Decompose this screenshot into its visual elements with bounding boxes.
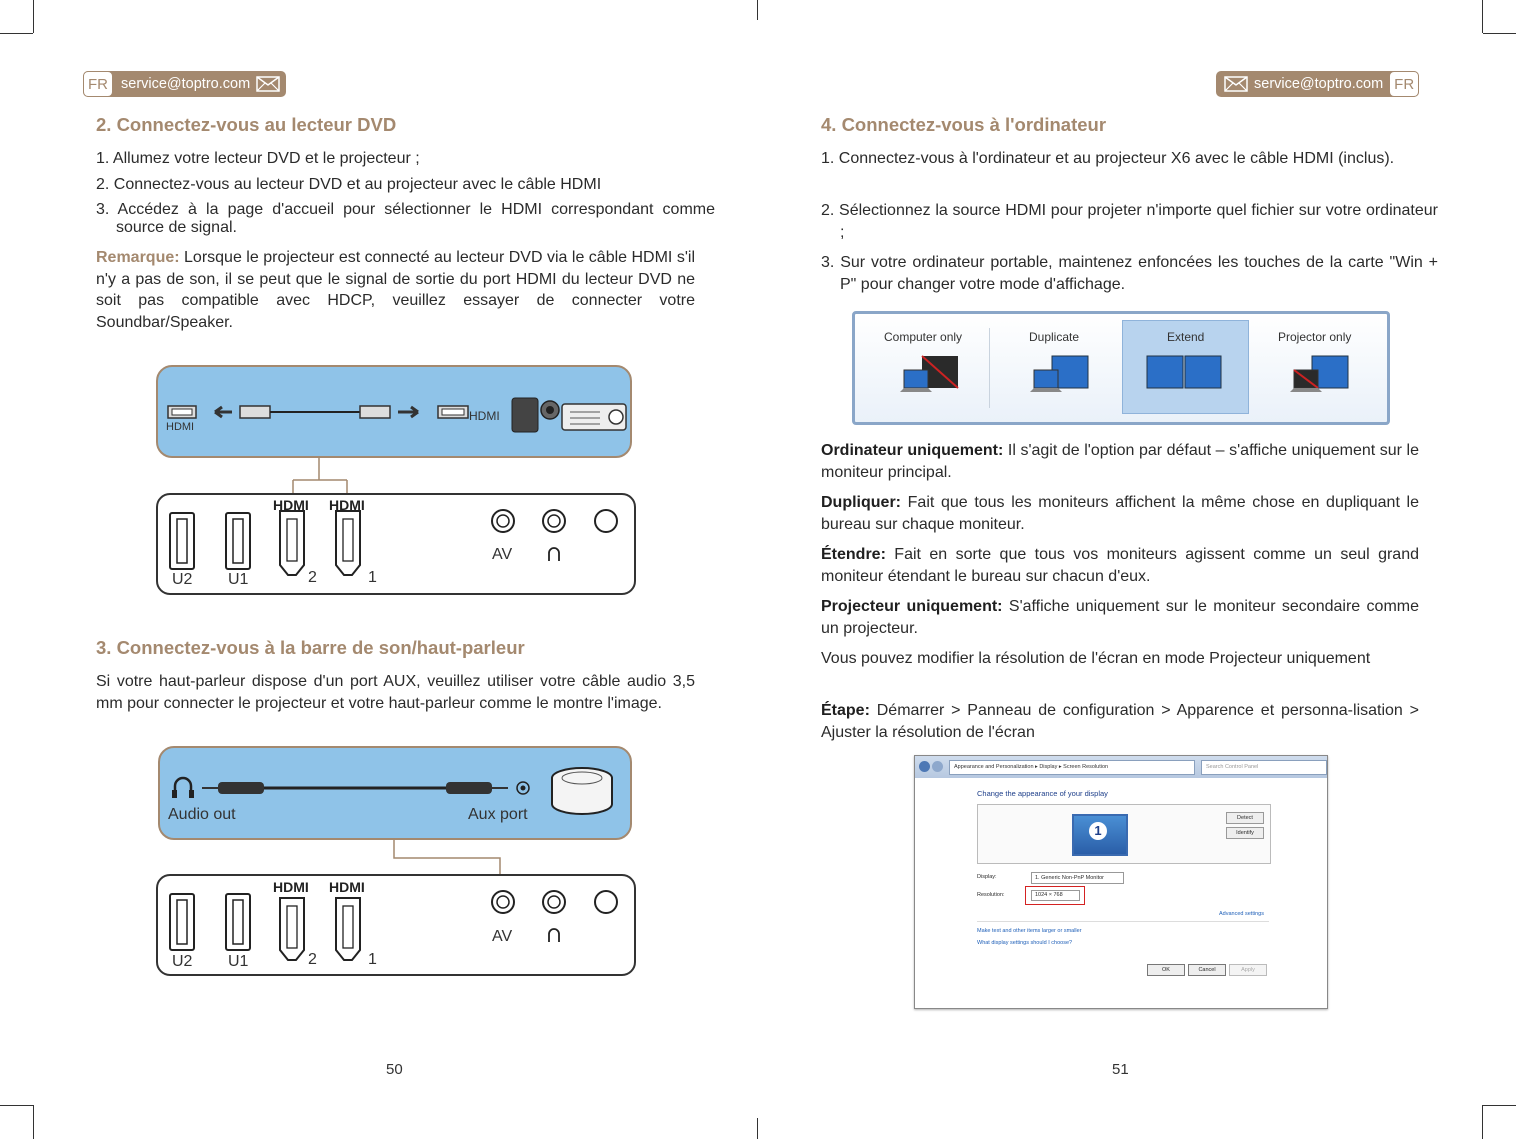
resolution-select[interactable]: 1024 × 768 bbox=[1031, 890, 1080, 901]
list-item: 1. Allumez votre lecteur DVD et le projecteur ; bbox=[96, 150, 420, 167]
definition-paragraph: Étendre: Fait en sorte que tous vos moniteurs agissent comme un seul grand moniteur étendant le bureau sur chacun d'eux. bbox=[821, 546, 1419, 585]
port-label-av: AV bbox=[492, 928, 513, 945]
crop-mark bbox=[757, 0, 758, 20]
definition-paragraph: Ordinateur uniquement: Il s'agit de l'option par défaut – s'affiche uniquement sur le moniteur principal. bbox=[821, 442, 1419, 481]
page-number: 50 bbox=[386, 1061, 403, 1078]
mode-projector-only[interactable]: Projector only bbox=[1278, 330, 1352, 344]
mode-computer-only[interactable]: Computer only bbox=[884, 330, 963, 344]
section-title: 4. Connectez-vous à l'ordinateur bbox=[821, 114, 1107, 135]
definition-term: Ordinateur uniquement: bbox=[821, 442, 1004, 459]
port-label-2: 2 bbox=[308, 951, 317, 968]
list-item: 1. Connectez-vous à l'ordinateur et au projecteur X6 avec le câble HDMI (inclus). bbox=[821, 150, 1395, 167]
page-heading: Change the appearance of your display bbox=[977, 789, 1108, 798]
note-label: Remarque: bbox=[96, 249, 180, 266]
support-email[interactable]: service@toptro.com bbox=[121, 76, 251, 92]
crop-mark bbox=[33, 1105, 34, 1139]
crop-mark bbox=[0, 33, 33, 34]
hdmi-label: HDMI bbox=[166, 421, 195, 433]
port-label-u2: U2 bbox=[172, 953, 193, 970]
cancel-button[interactable]: Cancel bbox=[1188, 964, 1226, 976]
list-item: 2. Sélectionnez la source HDMI pour projeter n'importe quel fichier sur votre ordinateur ; bbox=[821, 202, 1438, 241]
audio-out-label: Audio out bbox=[168, 806, 236, 823]
port-label-u1: U1 bbox=[228, 571, 249, 588]
resolution-label: Resolution: bbox=[977, 892, 1005, 898]
port-label-u1: U1 bbox=[228, 953, 249, 970]
crop-mark bbox=[1482, 1105, 1483, 1139]
port-label-1: 1 bbox=[368, 569, 377, 586]
screen-resolution-window bbox=[914, 755, 1328, 1009]
port-label-2: 2 bbox=[308, 569, 317, 586]
ok-button[interactable]: OK bbox=[1147, 964, 1185, 976]
hdmi-port-label: HDMI bbox=[273, 879, 309, 895]
breadcrumb[interactable]: Appearance and Personalization ▸ Display ▸ Screen Resolution bbox=[949, 760, 1195, 775]
list-item: 3. Accédez à la page d'accueil pour sélectionner le HDMI correspondant comme source de signal. bbox=[96, 201, 715, 236]
display-label: Display: bbox=[977, 874, 997, 880]
definition-term: Dupliquer: bbox=[821, 494, 901, 511]
advanced-settings-link[interactable]: Advanced settings bbox=[1219, 911, 1264, 917]
forward-icon[interactable] bbox=[932, 761, 943, 772]
apply-button[interactable]: Apply bbox=[1229, 964, 1267, 976]
crop-mark bbox=[33, 0, 34, 33]
hdmi-label: HDMI bbox=[469, 409, 500, 423]
note-paragraph: Remarque: Lorsque le projecteur est connecté au lecteur DVD via le câble HDMI s'il n'y a pas de son, il se peut que le signal de sortie du port HDMI du lecteur DVD ne soit pas compatible avec HDCP, veuillez essayer de connecter votre Soundbar/Speaker. bbox=[96, 249, 695, 331]
port-label-u2: U2 bbox=[172, 571, 193, 588]
resolution-note: Vous pouvez modifier la résolution de l'écran en mode Projecteur uniquement bbox=[821, 650, 1371, 667]
divider bbox=[977, 921, 1269, 922]
hdmi-port-label: HDMI bbox=[329, 879, 365, 895]
text-size-link[interactable]: Make text and other items larger or smaller bbox=[977, 928, 1082, 934]
detect-button[interactable]: Detect bbox=[1226, 812, 1264, 824]
mode-extend[interactable]: Extend bbox=[1167, 330, 1205, 344]
contact-badge-left bbox=[83, 71, 286, 97]
crop-mark bbox=[1483, 33, 1516, 34]
language-tag: FR bbox=[83, 71, 113, 97]
port-label-av: AV bbox=[492, 546, 513, 563]
identify-button[interactable]: Identify bbox=[1226, 827, 1264, 839]
list-item: 2. Connectez-vous au lecteur DVD et au projecteur avec le câble HDMI bbox=[96, 176, 602, 193]
definition-paragraph: Dupliquer: Fait que tous les moniteurs affichent la même chose en dupliquant le bureau sur chaque moniteur. bbox=[821, 494, 1419, 533]
step-label: Étape: bbox=[821, 702, 870, 719]
envelope-icon bbox=[1224, 76, 1248, 92]
section-paragraph: Si votre haut-parleur dispose d'un port AUX, veuillez utiliser votre câble audio 3,5 mm pour connecter le projecteur et votre haut-parleur comme le montre l'image. bbox=[96, 673, 695, 712]
crop-mark bbox=[0, 1105, 33, 1106]
hdmi-port-label: HDMI bbox=[329, 497, 365, 513]
display-select[interactable]: 1. Generic Non-PnP Monitor bbox=[1031, 872, 1124, 884]
envelope-icon bbox=[256, 76, 280, 92]
definition-term: Projecteur uniquement: bbox=[821, 598, 1003, 615]
hdmi-port-label: HDMI bbox=[273, 497, 309, 513]
monitor-number: 1 bbox=[1089, 822, 1107, 840]
language-tag: FR bbox=[1389, 71, 1419, 97]
definition-term: Étendre: bbox=[821, 546, 886, 563]
back-icon[interactable] bbox=[919, 761, 930, 772]
step-paragraph: Étape: Démarrer > Panneau de configuration > Apparence et personna-lisation > Ajuster la résolution de l'écran bbox=[821, 702, 1419, 741]
mode-duplicate[interactable]: Duplicate bbox=[1029, 330, 1080, 344]
search-input[interactable]: Search Control Panel bbox=[1201, 760, 1327, 775]
page-number: 51 bbox=[1112, 1061, 1129, 1078]
contact-badge-right bbox=[1216, 71, 1419, 97]
section-title: 3. Connectez-vous à la barre de son/haut-parleur bbox=[96, 637, 525, 658]
list-item: 3. Sur votre ordinateur portable, maintenez enfoncées les touches de la carte "Win + P" pour changer votre mode d'affichage. bbox=[821, 254, 1438, 293]
port-label-1: 1 bbox=[368, 951, 377, 968]
crop-mark bbox=[1483, 1105, 1516, 1106]
section-title: 2. Connectez-vous au lecteur DVD bbox=[96, 114, 397, 135]
crop-mark bbox=[757, 1118, 758, 1139]
display-help-link[interactable]: What display settings should I choose? bbox=[977, 940, 1073, 946]
crop-mark bbox=[1482, 0, 1483, 33]
support-email[interactable]: service@toptro.com bbox=[1254, 76, 1384, 92]
hdmi-cable-illustration bbox=[160, 380, 630, 450]
aux-port-label: Aux port bbox=[468, 806, 528, 823]
display-mode-icons bbox=[890, 352, 1360, 402]
definition-paragraph: Projecteur uniquement: S'affiche uniquement sur le moniteur secondaire comme un projecteur. bbox=[821, 598, 1420, 637]
